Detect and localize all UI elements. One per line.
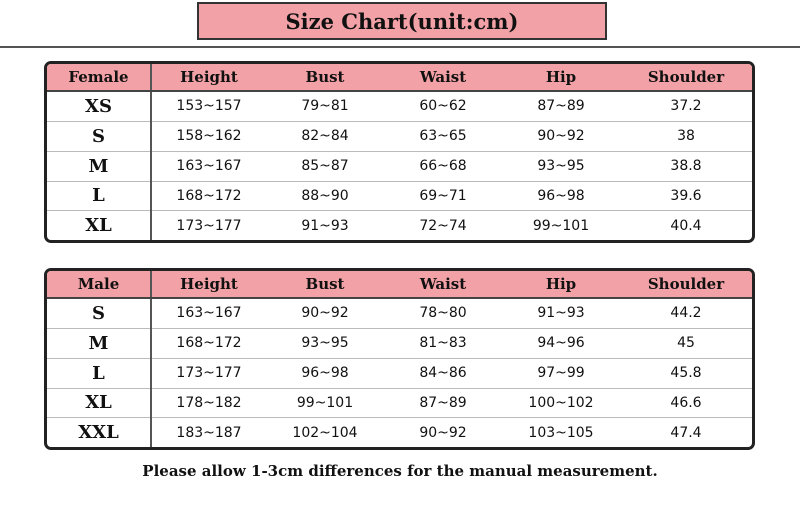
column-header-hip: Hip bbox=[502, 271, 620, 298]
male-label: Male bbox=[47, 271, 151, 298]
column-header-waist: Waist bbox=[384, 271, 502, 298]
size-label: XL bbox=[47, 211, 151, 240]
height-cell: 153~157 bbox=[151, 91, 266, 121]
column-header-height: Height bbox=[151, 64, 266, 91]
hip-cell: 94~96 bbox=[502, 328, 620, 358]
column-header-shoulder: Shoulder bbox=[620, 271, 752, 298]
shoulder-cell: 45.8 bbox=[620, 358, 752, 388]
divider-line bbox=[0, 46, 800, 48]
height-cell: 173~177 bbox=[176, 217, 242, 234]
male-size-table bbox=[44, 268, 755, 450]
table-row bbox=[47, 388, 752, 418]
waist-cell: 84~86 bbox=[384, 358, 502, 388]
hip-cell: 96~98 bbox=[502, 181, 620, 211]
height-cell: 183~187 bbox=[176, 424, 242, 441]
column-header-hip: Hip bbox=[502, 64, 620, 91]
hip-cell: 99~101 bbox=[532, 217, 590, 234]
bust-cell: 99~101 bbox=[266, 388, 384, 418]
table-row bbox=[47, 121, 752, 151]
hip-cell: 103~105 bbox=[528, 424, 594, 441]
waist-cell: 66~68 bbox=[384, 151, 502, 181]
shoulder-cell: 45 bbox=[620, 328, 752, 358]
height-cell: 168~172 bbox=[151, 181, 266, 211]
size-label: M bbox=[47, 151, 151, 181]
size-label: S bbox=[47, 298, 151, 328]
waist-cell: 90~92 bbox=[419, 424, 467, 441]
hip-cell: 87~89 bbox=[502, 91, 620, 121]
hip-cell: 91~93 bbox=[502, 298, 620, 328]
table-row bbox=[47, 151, 752, 181]
size-chart-title: Size Chart(unit:cm) bbox=[197, 2, 607, 40]
female-size-table bbox=[44, 61, 755, 243]
shoulder-cell: 46.6 bbox=[620, 388, 752, 418]
shoulder-cell: 39.6 bbox=[620, 181, 752, 211]
hip-cell: 90~92 bbox=[502, 121, 620, 151]
table-row bbox=[47, 358, 752, 388]
size-label: L bbox=[47, 358, 151, 388]
waist-cell: 69~71 bbox=[384, 181, 502, 211]
table-row bbox=[47, 298, 752, 328]
female-label: Female bbox=[47, 64, 151, 91]
waist-cell: 78~80 bbox=[384, 298, 502, 328]
column-header-bust: Bust bbox=[266, 271, 384, 298]
bust-cell: 93~95 bbox=[266, 328, 384, 358]
bust-cell: 88~90 bbox=[266, 181, 384, 211]
column-header-height: Height bbox=[151, 271, 266, 298]
table-row bbox=[47, 91, 752, 121]
column-header-waist: Waist bbox=[384, 64, 502, 91]
hip-cell: 100~102 bbox=[502, 388, 620, 418]
male-header-row bbox=[47, 271, 752, 298]
shoulder-cell: 47.4 bbox=[670, 424, 702, 441]
height-cell: 158~162 bbox=[151, 121, 266, 151]
waist-cell: 72~74 bbox=[419, 217, 467, 234]
height-cell: 173~177 bbox=[151, 358, 266, 388]
bust-cell: 91~93 bbox=[301, 217, 349, 234]
height-cell: 163~167 bbox=[151, 151, 266, 181]
bust-cell: 90~92 bbox=[266, 298, 384, 328]
table-row bbox=[47, 211, 752, 240]
height-cell: 163~167 bbox=[151, 298, 266, 328]
size-label: XXL bbox=[47, 418, 151, 447]
shoulder-cell: 44.2 bbox=[620, 298, 752, 328]
size-label: XL bbox=[47, 388, 151, 418]
bust-cell: 102~104 bbox=[292, 424, 358, 441]
height-cell: 178~182 bbox=[151, 388, 266, 418]
shoulder-cell: 40.4 bbox=[670, 217, 702, 234]
female-header-row bbox=[47, 64, 752, 91]
size-label: S bbox=[47, 121, 151, 151]
waist-cell: 81~83 bbox=[384, 328, 502, 358]
hip-cell: 93~95 bbox=[502, 151, 620, 181]
column-header-bust: Bust bbox=[266, 64, 384, 91]
height-cell: 168~172 bbox=[151, 328, 266, 358]
bust-cell: 82~84 bbox=[266, 121, 384, 151]
bust-cell: 85~87 bbox=[266, 151, 384, 181]
hip-cell: 97~99 bbox=[502, 358, 620, 388]
size-label: XS bbox=[47, 91, 151, 121]
table-row bbox=[47, 181, 752, 211]
bust-cell: 79~81 bbox=[266, 91, 384, 121]
shoulder-cell: 38.8 bbox=[620, 151, 752, 181]
waist-cell: 87~89 bbox=[384, 388, 502, 418]
table-row bbox=[47, 328, 752, 358]
column-header-shoulder: Shoulder bbox=[620, 64, 752, 91]
waist-cell: 60~62 bbox=[384, 91, 502, 121]
shoulder-cell: 38 bbox=[620, 121, 752, 151]
size-label: M bbox=[47, 328, 151, 358]
waist-cell: 63~65 bbox=[384, 121, 502, 151]
size-label: L bbox=[47, 181, 151, 211]
shoulder-cell: 37.2 bbox=[620, 91, 752, 121]
bust-cell: 96~98 bbox=[266, 358, 384, 388]
table-row bbox=[47, 418, 752, 447]
measurement-note: Please allow 1-3cm differences for the manual measurement. bbox=[142, 462, 658, 480]
